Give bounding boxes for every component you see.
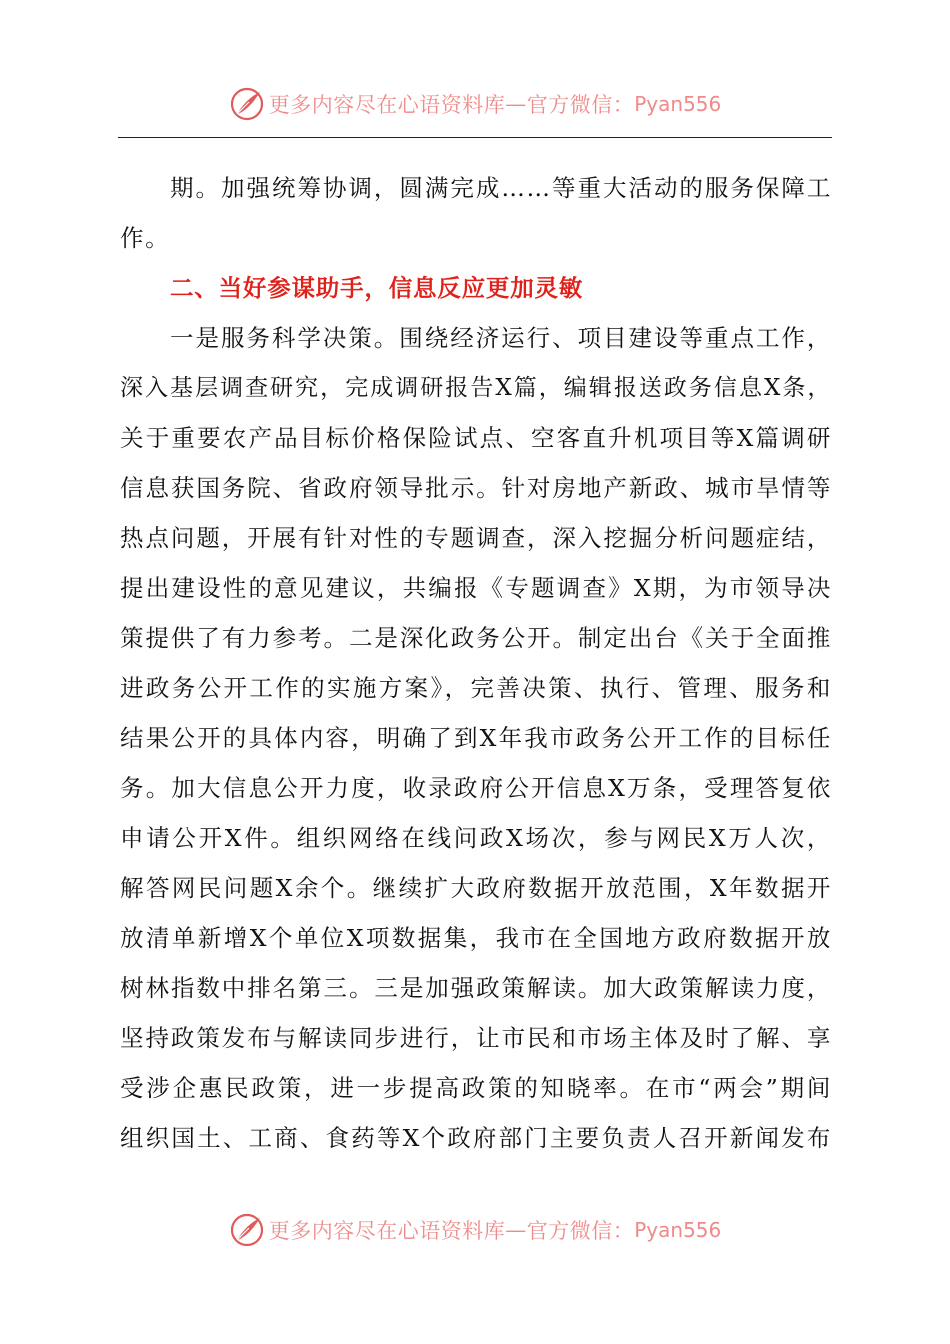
section-heading: 二、当好参谋助手，信息反应更加灵敏: [170, 274, 584, 302]
footer-watermark: [0, 1208, 950, 1252]
header-watermark: [0, 82, 950, 126]
watermark-wechat-id: Pyan556: [634, 92, 722, 116]
text-line: 树林指数中排名第三。三是加强政策解读。加大政策解读力度，: [120, 974, 832, 1002]
text-line: 信息获国务院、省政府领导批示。针对房地产新政、城市旱情等: [120, 474, 832, 502]
text-line: 热点问题，开展有针对性的专题调查，深入挖掘分析问题症结，: [120, 524, 832, 552]
text-line: 期。加强统筹协调，圆满完成……等重大活动的服务保障工: [170, 174, 832, 202]
watermark-sub-label: 官方微信：: [526, 93, 635, 117]
text-line: 关于重要农产品目标价格保险试点、空客直升机项目等X篇调研: [120, 424, 832, 452]
text-line: 坚持政策发布与解读同步进行，让市民和市场主体及时了解、享: [120, 1024, 832, 1052]
text-line: 进政务公开工作的实施方案》，完善决策、执行、管理、服务和: [120, 674, 832, 702]
document-body: [120, 163, 832, 1163]
text-line: 申请公开X件。组织网络在线问政X场次，参与网民X万人次，: [120, 824, 832, 852]
header-divider: [118, 137, 832, 138]
text-line: 提出建设性的意见建议，共编报《专题调查》X期，为市领导决: [120, 574, 832, 602]
text-line: 组织国土、工商、食药等X个政府部门主要负责人召开新闻发布: [120, 1124, 832, 1152]
text-line: 受涉企惠民政策，进一步提高政策的知晓率。在市“两会”期间: [120, 1074, 832, 1102]
body-paragraph: [120, 313, 832, 1163]
text-line: 作。: [120, 224, 171, 252]
watermark-dash: —: [505, 1218, 527, 1242]
watermark-main-text: 更多内容尽在心语资料库: [268, 93, 506, 117]
watermark-wechat-id: Pyan556: [634, 1218, 722, 1242]
text-line: 放清单新增X个单位X项数据集，我市在全国地方政府数据开放: [120, 924, 832, 952]
quill-logo-icon: [229, 1212, 265, 1248]
text-line: 结果公开的具体内容，明确了到X年我市政务公开工作的目标任: [120, 724, 832, 752]
watermark-main-text: 更多内容尽在心语资料库: [268, 1219, 506, 1243]
watermark-dash: —: [505, 92, 527, 116]
text-line: 务。加大信息公开力度，收录政府公开信息X万条，受理答复依: [120, 774, 832, 802]
quill-logo-icon: [229, 86, 265, 122]
text-line: 解答网民问题X余个。继续扩大政府数据开放范围，X年数据开: [120, 874, 832, 902]
text-line: 深入基层调查研究，完成调研报告X篇，编辑报送政务信息X条，: [120, 375, 832, 401]
watermark-sub-label: 官方微信：: [526, 1219, 635, 1243]
text-line: 一是服务科学决策。围绕经济运行、项目建设等重点工作，: [170, 324, 832, 352]
continuation-paragraph: [120, 163, 832, 263]
text-line: 策提供了有力参考。二是深化政务公开。制定出台《关于全面推: [120, 624, 832, 652]
